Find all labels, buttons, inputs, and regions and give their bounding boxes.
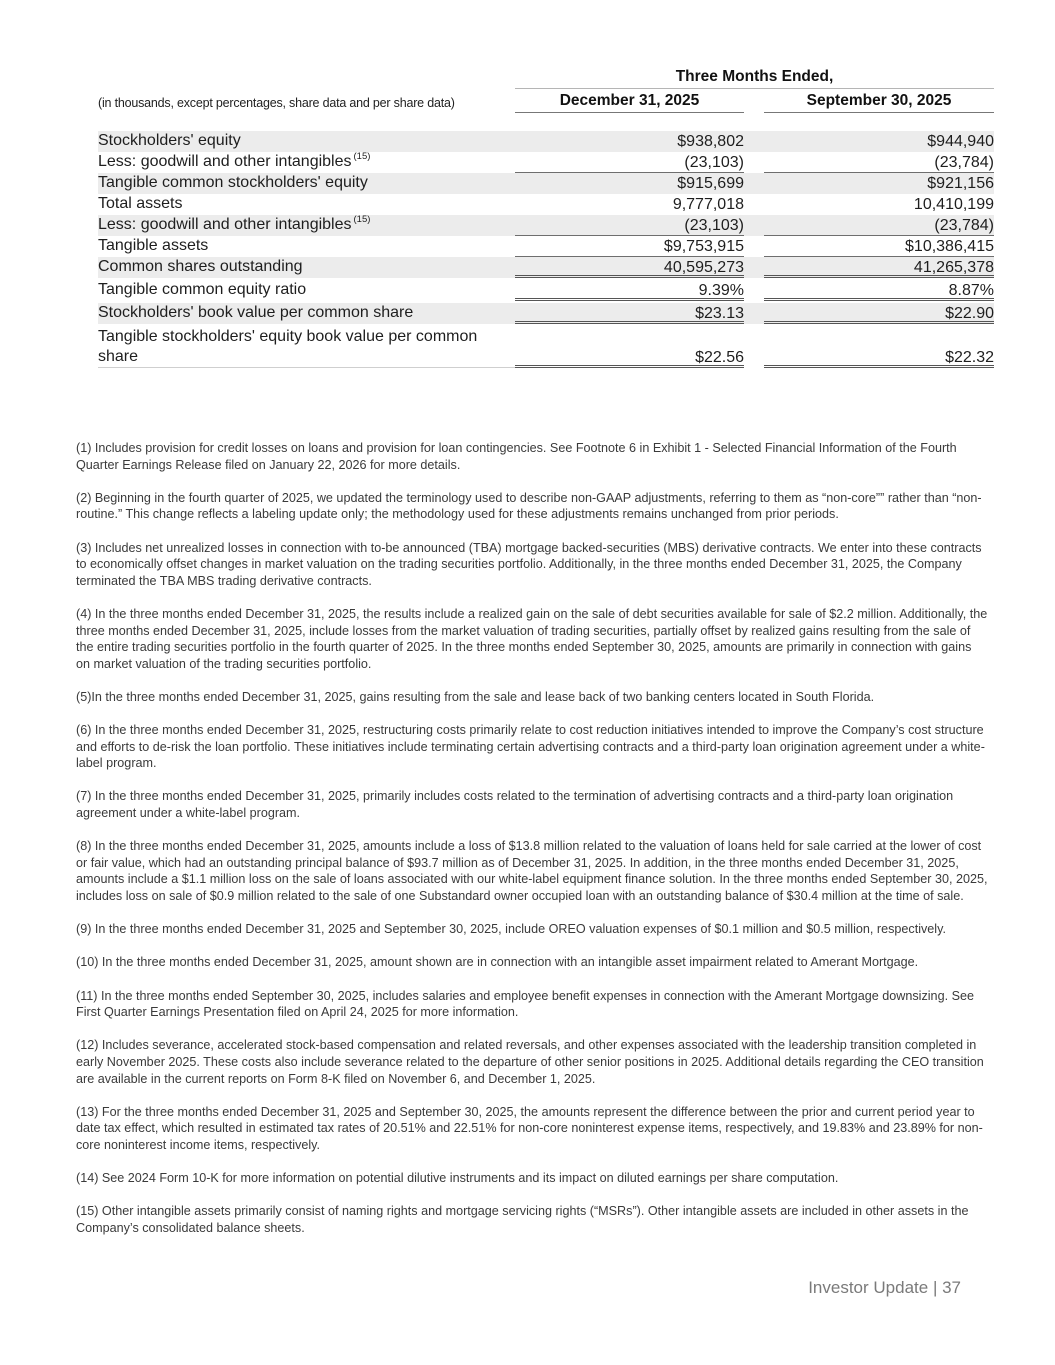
span-header-title: Three Months Ended, [675,68,834,85]
row-label-text: Less: goodwill and other intangibles [98,216,352,233]
footnote-ref: (15) [353,214,371,225]
footnote-2: (2) Beginning in the fourth quarter of 2025, we updated the terminology used to describe non-GAAP adjustments, referring to them as “non-core”” rather than “non-routine.” This change reflects a labeling update only; the methodology used for these adjustments remains unchanged from prior periods. [76,490,982,522]
table-row [98,173,994,194]
row-label [98,147,498,172]
column-header-dec-2025: December 31, 2025 [515,92,744,113]
footnote-5: (5)In the three months ended December 31, 2025, gains resulting from the sale and lease back of two banking centers located in South Florida. [76,689,875,704]
table-row [98,303,994,324]
footnote-15: (15) Other intangible assets primarily consist of naming rights and mortgage servicing rights (“MSRs”). Other intangible assets are included in other assets in the Company’s consolidated balance sheets. [76,1204,969,1235]
table-column-headers [98,90,994,114]
table-row [98,152,994,173]
span-header-rule [515,88,994,89]
footnote-11: (11) In the three months ended September 30, 2025, includes salaries and employee benefit expenses in connection with the Amerant Mortgage downsizing. See First Quarter Earnings Presentation filed on April 24, 2025 for more information. [76,988,974,1020]
footnote-3: (3) Includes net unrealized losses in connection with to-be announced (TBA) mortgage backed-securities (MBS) derivative contracts. We enter into these contracts to economically offset changes in market valuation on the trading securities portfolio. Additionally, in the three months ended December 31, 2025, the Company terminated the TBA MBS trading derivative contracts. [76,540,982,588]
row-label-text: Total assets [98,195,183,212]
table-row [98,257,994,278]
column-header-sep-2025: September 30, 2025 [764,92,994,113]
table-span-header [98,66,994,88]
row-value-sep: (23,784) [764,215,994,236]
row-value-dec: 9,777,018 [672,196,744,213]
footnote-7: (7) In the three months ended December 31, 2025, primarily includes costs related to the termination of advertising contracts and a third-party loan origination agreement under a white-label program. [76,789,954,821]
row-value-dec: (23,103) [515,215,744,236]
row-value-dec: $9,753,915 [515,236,744,257]
row-label [98,303,498,323]
footnotes [76,440,988,1253]
row-label [98,327,498,367]
row-label [98,173,498,193]
table-row [98,280,994,301]
row-label-text: Tangible common stockholders' equity [98,174,368,191]
footnote-9: (9) In the three months ended December 31, 2025 and September 30, 2025, include OREO valuation expenses of $0.1 million and $0.5 million, respectively. [76,922,946,937]
row-label-text: Common shares outstanding [98,258,303,275]
row-value-dec: $938,802 [677,133,744,150]
row-value-sep: 41,265,378 [764,257,994,278]
tangible-equity-table [98,66,994,366]
footnote-12: (12) Includes severance, accelerated stock-based compensation and related reversals, and other expenses associated with the leadership transition completed in early November 2025. These costs also include severance related to the departure of other senior positions in 2025. Additional details regarding the CEO transition are available in the current reports on Form 8-K filed on November 6, and December 1, 2025. [76,1038,984,1086]
row-label [98,280,498,300]
row-value-sep: $10,386,415 [764,236,994,257]
row-value-sep: (23,784) [764,152,994,173]
row-value-dec: (23,103) [515,152,744,173]
row-label-text: Tangible stockholders' equity book value per common share [98,328,478,365]
row-value-sep: $921,156 [927,175,994,192]
footnote-8: (8) In the three months ended December 31, 2025, amounts include a loss of $13.8 million related to the valuation of loans held for sale carried at the lower of cost or fair value, which had an outstanding principal balance of $93.7 million as of December 31, 2025. In addition, in the three months ended December 31, 2025, amounts include a $1.1 million loss on the sale of loans associated with our white-label equipment finance solution. In the three months ended September 30, 2025, includes loss on sale of $0.9 million related to the sale of one Substandard owner occupied loan with an outstanding balance of $30.4 million at the time of sale. [76,839,988,904]
footnote-13: (13) For the three months ended December 31, 2025 and September 30, 2025, the amounts represent the difference between the prior and current period year to date tax effect, which resulted in estimated tax rates of 20.51% and 22.51% for non-core noninterest expense items, respectively, and 19.83% and 23.89% for non-core noninterest income items, respectively. [76,1104,983,1152]
row-value-sep: 8.87% [764,280,994,301]
row-label-text: Stockholders' book value per common share [98,304,414,321]
table-body [98,131,994,368]
row-value-sep: $22.90 [764,303,994,324]
table-row [98,326,994,368]
row-label-text: Less: goodwill and other intangibles [98,153,352,170]
row-value-dec: 40,595,273 [515,257,744,278]
footnote-1: (1) Includes provision for credit losses on loans and provision for loan contingencies. See Footnote 6 in Exhibit 1 - Selected Financial Information of the Fourth Quarter Earnings Release filed on January 22, 2026 for more details. [76,441,957,472]
row-value-sep: $22.32 [764,347,994,368]
footnote-6: (6) In the three months ended December 31, 2025, restructuring costs primarily relate to cost reduction initiatives intended to improve the Company’s cost structure and efforts to de-risk the loan portfolio. These initiatives include terminating certain advertising contracts and a third-party loan origination agreement under a white-label program. [76,723,985,771]
table-row [98,236,994,257]
table-row [98,215,994,236]
row-value-dec: $915,699 [677,175,744,192]
footnote-4: (4) In the three months ended December 31, 2025, the results include a realized gain on the sale of debt securities available for sale of $2.2 million. Additionally, the three months ended December 31, 2025, include losses from the market valuation of trading securities, partially offset by realized gains resulting from the sale of the entire trading securities portfolio in the fourth quarter of 2025. In the three months ended September 30, 2025, amounts are primarily in connection with gains on market valuation of the trading securities portfolio. [76,606,988,671]
row-value-sep: 10,410,199 [913,196,994,213]
page-footer: Investor Update | 37 [808,1278,961,1297]
row-label [98,236,498,256]
footnote-ref: (15) [353,151,371,162]
row-value-sep: $944,940 [927,133,994,150]
row-label [98,210,498,235]
units-note: (in thousands, except percentages, share data and per share data) [98,96,455,110]
footnote-14: (14) See 2024 Form 10-K for more information on potential dilutive instruments and its impact on diluted earnings per share computation. [76,1171,839,1186]
row-value-dec: $23.13 [515,303,744,324]
row-label [98,257,498,277]
row-label-text: Stockholders' equity [98,132,241,149]
row-label-text: Tangible assets [98,237,209,254]
row-value-dec: 9.39% [515,280,744,301]
row-value-dec: $22.56 [515,347,744,368]
row-label-text: Tangible common equity ratio [98,281,307,298]
row-label-rule [98,367,515,368]
footnote-10: (10) In the three months ended December 31, 2025, amount shown are in connection with an intangible asset impairment related to Amerant Mortgage. [76,955,919,970]
